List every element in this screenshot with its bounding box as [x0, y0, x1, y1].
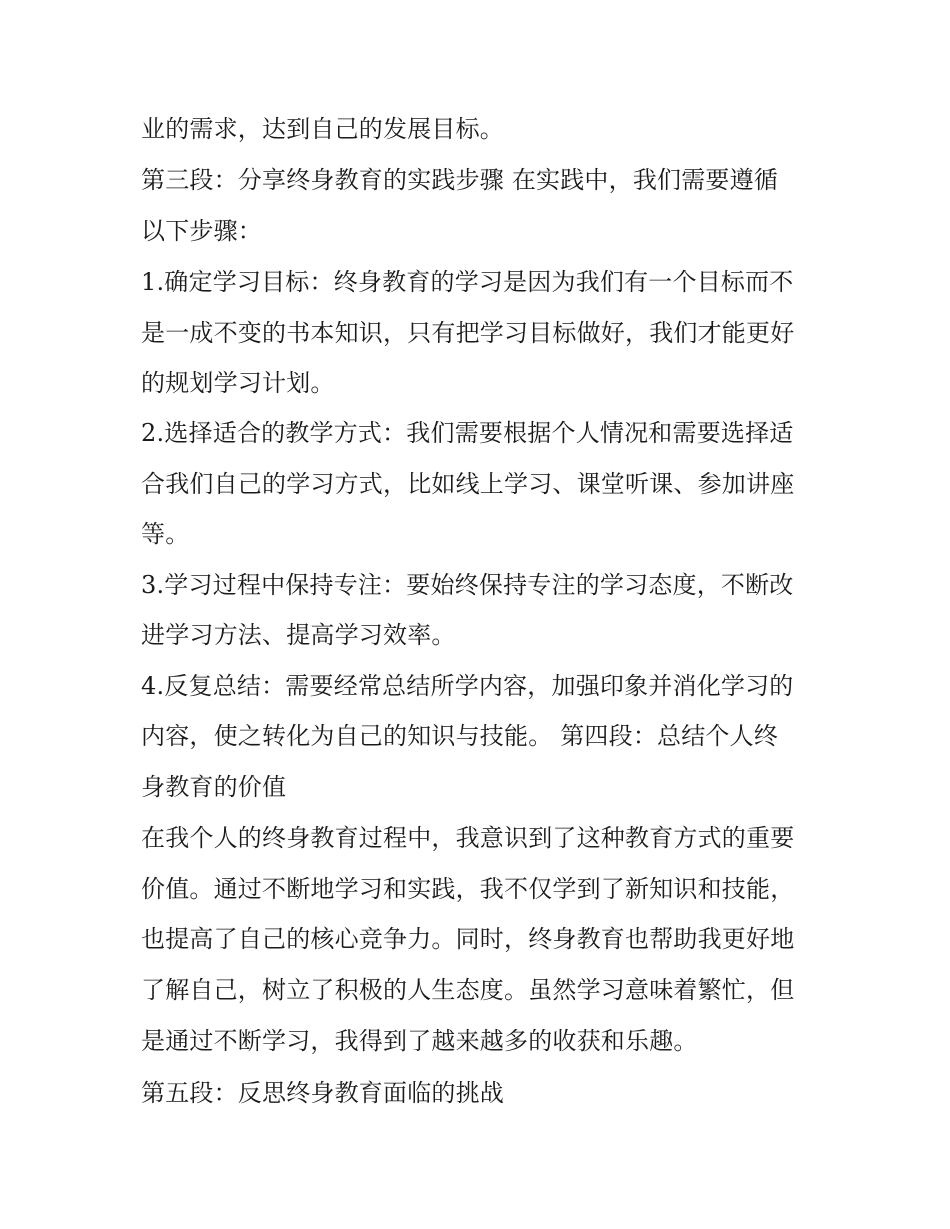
text-line: 第五段：反思终身教育面临的挑战: [141, 1079, 504, 1107]
text-line: 身教育的价值: [141, 773, 287, 801]
text-line: 合我们自己的学习方式，比如线上学习、课堂听课、参加讲座: [141, 470, 795, 498]
text-line: 价值。通过不断地学习和实践，我不仅学到了新知识和技能，: [141, 875, 795, 903]
text-line: 1.确定学习目标：终身教育的学习是因为我们有一个目标而不: [141, 268, 794, 296]
text-line: 的规划学习计划。: [141, 369, 335, 397]
text-line: 等。: [141, 520, 190, 548]
text-line: 是通过不断学习，我得到了越来越多的收获和乐趣。: [141, 1027, 698, 1055]
text-line: 了解自己，树立了积极的人生态度。虽然学习意味着繁忙，但: [141, 976, 795, 1004]
text-line: 以下步骤：: [141, 217, 262, 245]
text-line: 进学习方法、提高学习效率。: [141, 621, 456, 649]
text-line: 3.学习过程中保持专注：要始终保持专注的学习态度，不断改: [141, 571, 794, 599]
text-line: 业的需求，达到自己的发展目标。: [141, 115, 504, 143]
text-line: 也提高了自己的核心竞争力。同时，终身教育也帮助我更好地: [141, 925, 795, 953]
text-line: 内容，使之转化为自己的知识与技能。 第四段：总结个人终: [141, 722, 779, 750]
text-line: 4.反复总结：需要经常总结所学内容，加强印象并消化学习的: [141, 672, 794, 700]
text-line: 2.选择适合的教学方式：我们需要根据个人情况和需要选择适: [141, 419, 794, 447]
text-line: 在我个人的终身教育过程中，我意识到了这种教育方式的重要: [141, 824, 795, 852]
text-line: 第三段：分享终身教育的实践步骤 在实践中，我们需要遵循: [141, 166, 779, 194]
text-line: 是一成不变的书本知识，只有把学习目标做好，我们才能更好: [141, 319, 795, 347]
